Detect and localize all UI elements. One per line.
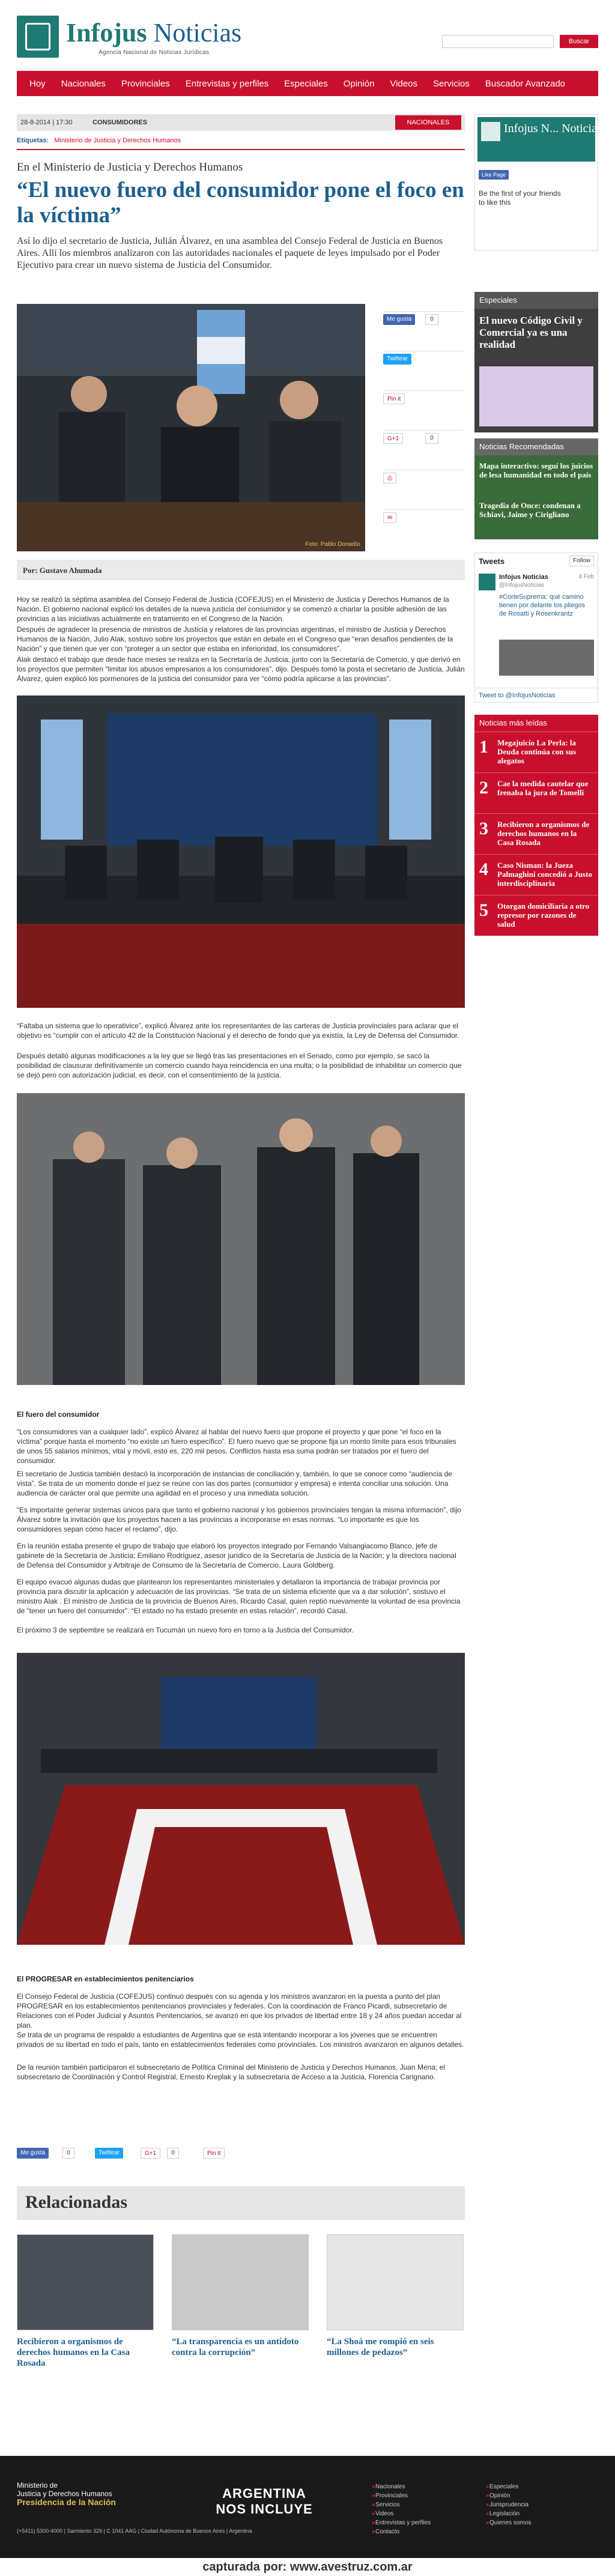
nav-item-entrevistas[interactable]: Entrevistas y perfiles [185,78,269,89]
nav-item-opinion[interactable]: Opinión [343,78,375,89]
main-photo [17,304,365,551]
recomendadas-block [474,455,598,539]
body-paragraph: “Faltaba un sistema que lo operativice”, explicó Álvarez ante los representantes de las carteras de Justicia provinciales para aclarar que el objetivo es “cumplir con el artículo 42 de la Constitución Nacional y el derecho de fondo que ya existía, la Ley de Defensa del Consumidor. [17,1022,459,1040]
body-paragraph: Después de agradecer la presencia de ministros de Justicia y relatores de las provincias argentinas, el ministro de Justicia y Derechos Humanos de la Nación, Julio Alak, sostuvo sobre los proyectos que están en debate en el Congreso que “eran desafíos pendientes de la Nación” y que tienen que ver con “proteger a un sector que estaba en inferioridad, los consumidores”. [17,625,453,653]
site-tagline: Agencia Nacional de Noticias Jurídicas [98,49,210,56]
site-header [17,11,598,68]
body-paragraph: “Los consumidores van a cualquier lado”, explicó Álvarez al hablar del nuevo fuero que propone el proyecto y que pone “el foco en la víctima” porque hasta el momento “no existe un fuero específico”. El fuero nuevo que se propone fija un monto límite para esos tribunales de unos 55 salarios mínimos, vital y móvil, esto es, 220 mil pesos. Conflictos hasta esa suma podrán ser tratados por el fuero del consumidor. [17,1428,456,1465]
footer-link[interactable]: ▸ Entrevistas y perfiles [372,2518,431,2527]
footer-links-col1 [372,2482,431,2536]
footer-link[interactable]: ▸ Contacto [372,2527,431,2536]
nav-item-servicios[interactable]: Servicios [433,78,470,89]
related-thumbnail[interactable] [172,2234,309,2330]
facebook-text: Be the first of your friends to like this [479,189,561,207]
search-input[interactable] [442,35,554,48]
photo-credit: Foto: Pablo Donadío [305,541,360,548]
section-button[interactable]: NACIONALES [395,115,461,130]
avatar[interactable] [479,574,495,590]
body-paragraph: Alak destacó el trabajo que desde hace meses se realiza en la Secretaría de Justicia, junto con la Secretaría de Comercio, y que derivó en los proyectos que permiten “limitar los abusos empresarios a los consumidores”, dijo. Después tomó la posta el secretario de Justicia, Julián Álvarez, quien explicó los pormenores de la justicia del consumidor para ver “cómo podría aplicarse a las provincias”. [17,655,465,683]
article-tags: Etiquetas: Ministerio de Justicia y Derechos Humanos [17,137,181,144]
nav-item-especiales[interactable]: Especiales [284,78,328,89]
tweet-to-button[interactable]: Tweet to @InfojusNoticias [475,688,598,702]
footer-link[interactable]: ▸ Legislación [486,2509,532,2518]
gplus-button[interactable]: G+1 [383,433,403,444]
facebook-like-button[interactable]: Me gusta [383,314,415,325]
site-logo-text[interactable]: Infojus Noticias [66,18,242,47]
body-paragraph: “Es importante generar sistemas únicos para que tanto el gobierno nacional y los gobiernos provinciales tengan la misma información”, dijo Álvarez sobre la invitación que los proyectos hacen a las provincias a incorporarse en esas normas. “Lo importante es que los consumidores sepan cómo hacer el reclamo”, dijo. [17,1506,461,1533]
print-icon[interactable]: ⎙ [383,473,396,483]
share-item [383,311,464,327]
nav-item-nacionales[interactable]: Nacionales [61,78,106,89]
twitter-button[interactable]: Twittear [383,354,411,365]
gplus-count: 0 [167,2148,179,2159]
especiales-block[interactable] [474,309,598,432]
facebook-widget [474,114,602,251]
especiales-image[interactable] [479,366,593,426]
footer-link[interactable]: ▸ Provinciales [372,2491,431,2500]
captured-by-caption: capturada por: www.avestruz.com.ar [0,2558,615,2576]
facebook-count: 0 [62,2148,74,2159]
article-lead: Así lo dijo el secretario de Justicia, Julián Álvarez, en una asamblea del Consejo Federal de Justicia en Buenos Aires. Allí los miembros analizaron con las autoridades nacionales el paquete de leyes impulsado por el Poder Ejecutivo para crear un nuevo sistema de Justicia del Consumidor. [17,236,443,270]
related-thumbnail[interactable] [327,2234,464,2330]
article-section[interactable]: CONSUMIDORES [92,119,148,126]
facebook-page-name[interactable]: Infojus N... Noticias [504,122,602,135]
share-item [383,351,464,366]
mas-leidas-item[interactable]: 5 Otorgan domiciliaria a otro represor por razones de salud [474,895,598,932]
body-paragraph: El equipo evacuó algunas dudas que plantearon los representantes ministeriales y detallaron la importancia de trabajar provincia por provincia para discutir la aplicación y adecuación de las provincias. “Se trata de un sistema eficiente que va a dar solución”, sostuvo el ministro Alak . El ministro de Justicia de la provincia de Buenos Aires, Ricardo Casal, quien reptió nuevamente la voluntad de esa provincia de “tener un fuero del consumidor”. “El estado no ha estado presente en estas relación”, recordó Casal. [17,1578,461,1615]
especiales-heading: Especiales [474,292,598,309]
related-title[interactable]: “La transparencia es un antídoto contra la corrupción” [172,2337,299,2357]
body-paragraph: En la reunión estaba presente el grupo de trabajo que elaboró los proyectos integrado por Fernando Valsangiacomo Blanco, jefe de gabinete de la Secretaría de Justicia; Emiliano Rodríguez, asesor jurídico de la Secretaría de Justicia de la Nación; y la directora nacional de Defensa del Consumidor y Arbitraje de Consumo de la Secretaría de Comercio, Laura Goldberg. [17,1542,456,1569]
share-item [383,390,464,406]
especiales-title[interactable]: El nuevo Código Civil y Comercial ya es una realidad [479,315,583,350]
share-column [383,304,464,544]
tweets-heading: Tweets [479,557,505,566]
pinterest-button[interactable]: Pin it [383,393,405,404]
article-author: Por: Gustavo Ahumada [23,566,102,575]
body-paragraph: Después detalló algunas modificaciones a la ley que se llegó tras las presentaciones en el Senado, como por ejemplo, se sacó la posibilidad de clausurar definitivamente un comercio cuando haya reincidencia en una multa; o la posibilidad de inhabilitar un comercio que se dejó pero con autorización judicial, es decir, con el consentimiento de la justicia. [17,1052,462,1079]
mas-leidas-list [474,732,598,936]
search-button[interactable]: Buscar [560,35,598,48]
article-date: 28-8-2014 | 17:30 [20,119,73,126]
email-icon[interactable]: ✉ [383,512,396,523]
twitter-button[interactable]: Twittear [95,2148,123,2159]
nav-item-videos[interactable]: Videos [390,78,418,89]
pinterest-button[interactable]: Pin it [203,2148,225,2159]
mas-leidas-item[interactable]: 2 Cae la medida cautelar que frenaba la jura de Tomelli [474,772,598,810]
body-paragraph: De la reunión también participaron el subsecretario de Política Criminal del Ministerio de Justicia y Derechos Humanos, Juan Mena; el subsecretario de Coordinación y Control Registral, Ernesto Kreplak y la subsecretaria de Acceso a la Justicia, Florencia Carignano. [17,2063,446,2081]
footer-link[interactable]: ▸ Videos [372,2509,431,2518]
mas-leidas-heading: Noticias más leídas [474,715,598,732]
related-thumbnail[interactable] [17,2234,154,2330]
mas-leidas-item[interactable]: 4 Caso Nisman: la Jueza Palmaghini concedió a Justo interdisciplinaria [474,854,598,891]
body-paragraph: Se trata de un programa de respaldo a estudiantes de Argentina que se está intentando incorporar a los jóvenes que se encuentren privados de su libertad en todo el país, tanto en establecimientos federales como provinciales. Los ministros avanzaron en algunos detalles. [17,2031,464,2049]
footer-address: (+5411) 5300-4000 | Sarmiento 329 | C 1041 AAG | Ciudad Autónoma de Buenos Aires | Argentina [17,2528,252,2534]
author-bar [17,560,465,580]
facebook-cover[interactable] [477,117,602,162]
tweet-user[interactable]: Infojus Noticias [499,574,548,581]
body-paragraph: Hoy se realizó la séptima asamblea del Consejo Federal de Justicia (COFEJUS) en el Ministerio de Justicia y Derechos Humanos de la Nación. El gobierno nacional explicó los detalles de la nueva justicia del consumidor y se comenzó a charlar la posible adhesión de las provincias a las iniciativas actualmente en tratamiento en el Congreso de la Nación. [17,595,449,623]
share-bar-bottom [17,2147,465,2161]
share-item [383,509,464,525]
tweet-image[interactable] [499,640,594,676]
nav-item-hoy[interactable]: Hoy [29,78,46,89]
photo-3 [17,1093,465,1385]
body-paragraph: El próximo 3 de septiembre se realizará en Tucumán un nuevo foro en torno a la Justicia del Consumidor. [17,1626,354,1634]
subhead: El fuero del consumidor [17,1410,100,1419]
twitter-widget [474,553,598,703]
footer-logo[interactable]: Ministerio de Justicia y Derechos Humanos Presidencia de la Nación [17,2481,116,2507]
subhead: El PROGRESAR en establecimientos penitenciarios [17,1975,194,1983]
related-title[interactable]: “La Shoá me rompió en seis millones de pedazos” [327,2337,434,2357]
facebook-like-button[interactable]: Me gusta [17,2148,49,2159]
mas-leidas-item[interactable]: 1 Megajuicio La Perla: la Deuda continúa con sus alegatos [474,732,598,769]
footer-link[interactable]: ▸ Nacionales [372,2482,431,2491]
footer-link[interactable]: ▸ Opinión [486,2491,532,2500]
nav-item-provinciales[interactable]: Provinciales [121,78,170,89]
page-logo-icon [481,122,500,141]
footer-link[interactable]: ▸ Quienes somos [486,2518,532,2527]
tag-link[interactable]: Ministerio de Justicia y Derechos Humanos [54,137,181,144]
twitter-follow-button[interactable]: Follow [569,556,594,566]
recomendada-item[interactable]: Mapa interactivo: seguí los juicios de lesa humanidad en todo el país [479,461,593,479]
footer-link[interactable]: ▸ Especiales [486,2482,532,2491]
article-meta-bar [17,114,465,131]
divider [17,149,465,150]
related-heading: Relacionadas [25,2192,128,2212]
facebook-like-page-button[interactable]: Like Page [479,170,509,180]
related-title[interactable]: Recibieron a organismos de derechos humanos en la Casa Rosada [17,2337,130,2368]
mas-leidas-item[interactable]: 3 Recibieron a organismos de derechos humanos en la Casa Rosada [474,813,598,850]
article-kicker: En el Ministerio de Justicia y Derechos Humanos [17,161,243,174]
body-paragraph: El secretario de Justicia también destacó la incorporación de instancias de conciliación y, también, lo que se conoce como “audiencia de vista”. Se trata de un momento donde el juez se reúne con las dos partes (consumidor y empresa) e intenta conciliar una solución. Una audiencia de carácter oral que permite una agilidad en el proceso y una inmediata solución. [17,1470,452,1497]
related-heading-bar [17,2186,465,2220]
body-paragraph: El Consejo Federal de Justicia (COFEJUS) continuó después con su agenda y los ministros avanzaron en la puesta a punto del plan PROGRESAR en los establecimientos penitenciarios provinciales y federales. Con la coordinación de Franco Picardi, subsecretario de Relaciones con el Poder Judicial y Asuntos Penitenciarios, se avanzó en que los privados de libertad entre 18 y 24 años puedan accedar al plan. [17,1992,462,2029]
main-nav [17,71,598,96]
facebook-count: 0 [425,314,438,325]
gplus-count: 0 [425,433,438,444]
tweet-text: #CorteSuprema: qué camino tienen por delante los pliegos de Rosatti y Rosenkrantz [499,593,586,617]
site-footer [0,2456,615,2558]
footer-links-col2 [486,2482,532,2527]
footer-slogan: ARGENTINA NOS INCLUYE [216,2486,313,2517]
footer-link[interactable]: ▸ Servicios [372,2500,431,2509]
share-item [383,430,464,446]
recomendadas-heading: Noticias Recomendadas [474,438,598,455]
nav-item-buscador[interactable]: Buscador Avanzado [485,78,566,89]
photo-2 [17,696,465,1008]
photo-4 [17,1653,465,1945]
site-logo-icon[interactable] [17,16,59,58]
footer-link[interactable]: ▸ Jurisprudencia [486,2500,532,2509]
recomendada-item[interactable]: Tragedia de Once: condenan a Schiavi, Jaime y Cirigliano [479,501,581,519]
tweet-handle[interactable]: @InfojusNoticias [499,582,545,589]
share-item [383,470,464,485]
article-headline: “El nuevo fuero del consumidor pone el foco en la víctima” [17,178,464,228]
tweet-date: 4 Feb [578,574,594,580]
gplus-button[interactable]: G+1 [141,2148,160,2159]
